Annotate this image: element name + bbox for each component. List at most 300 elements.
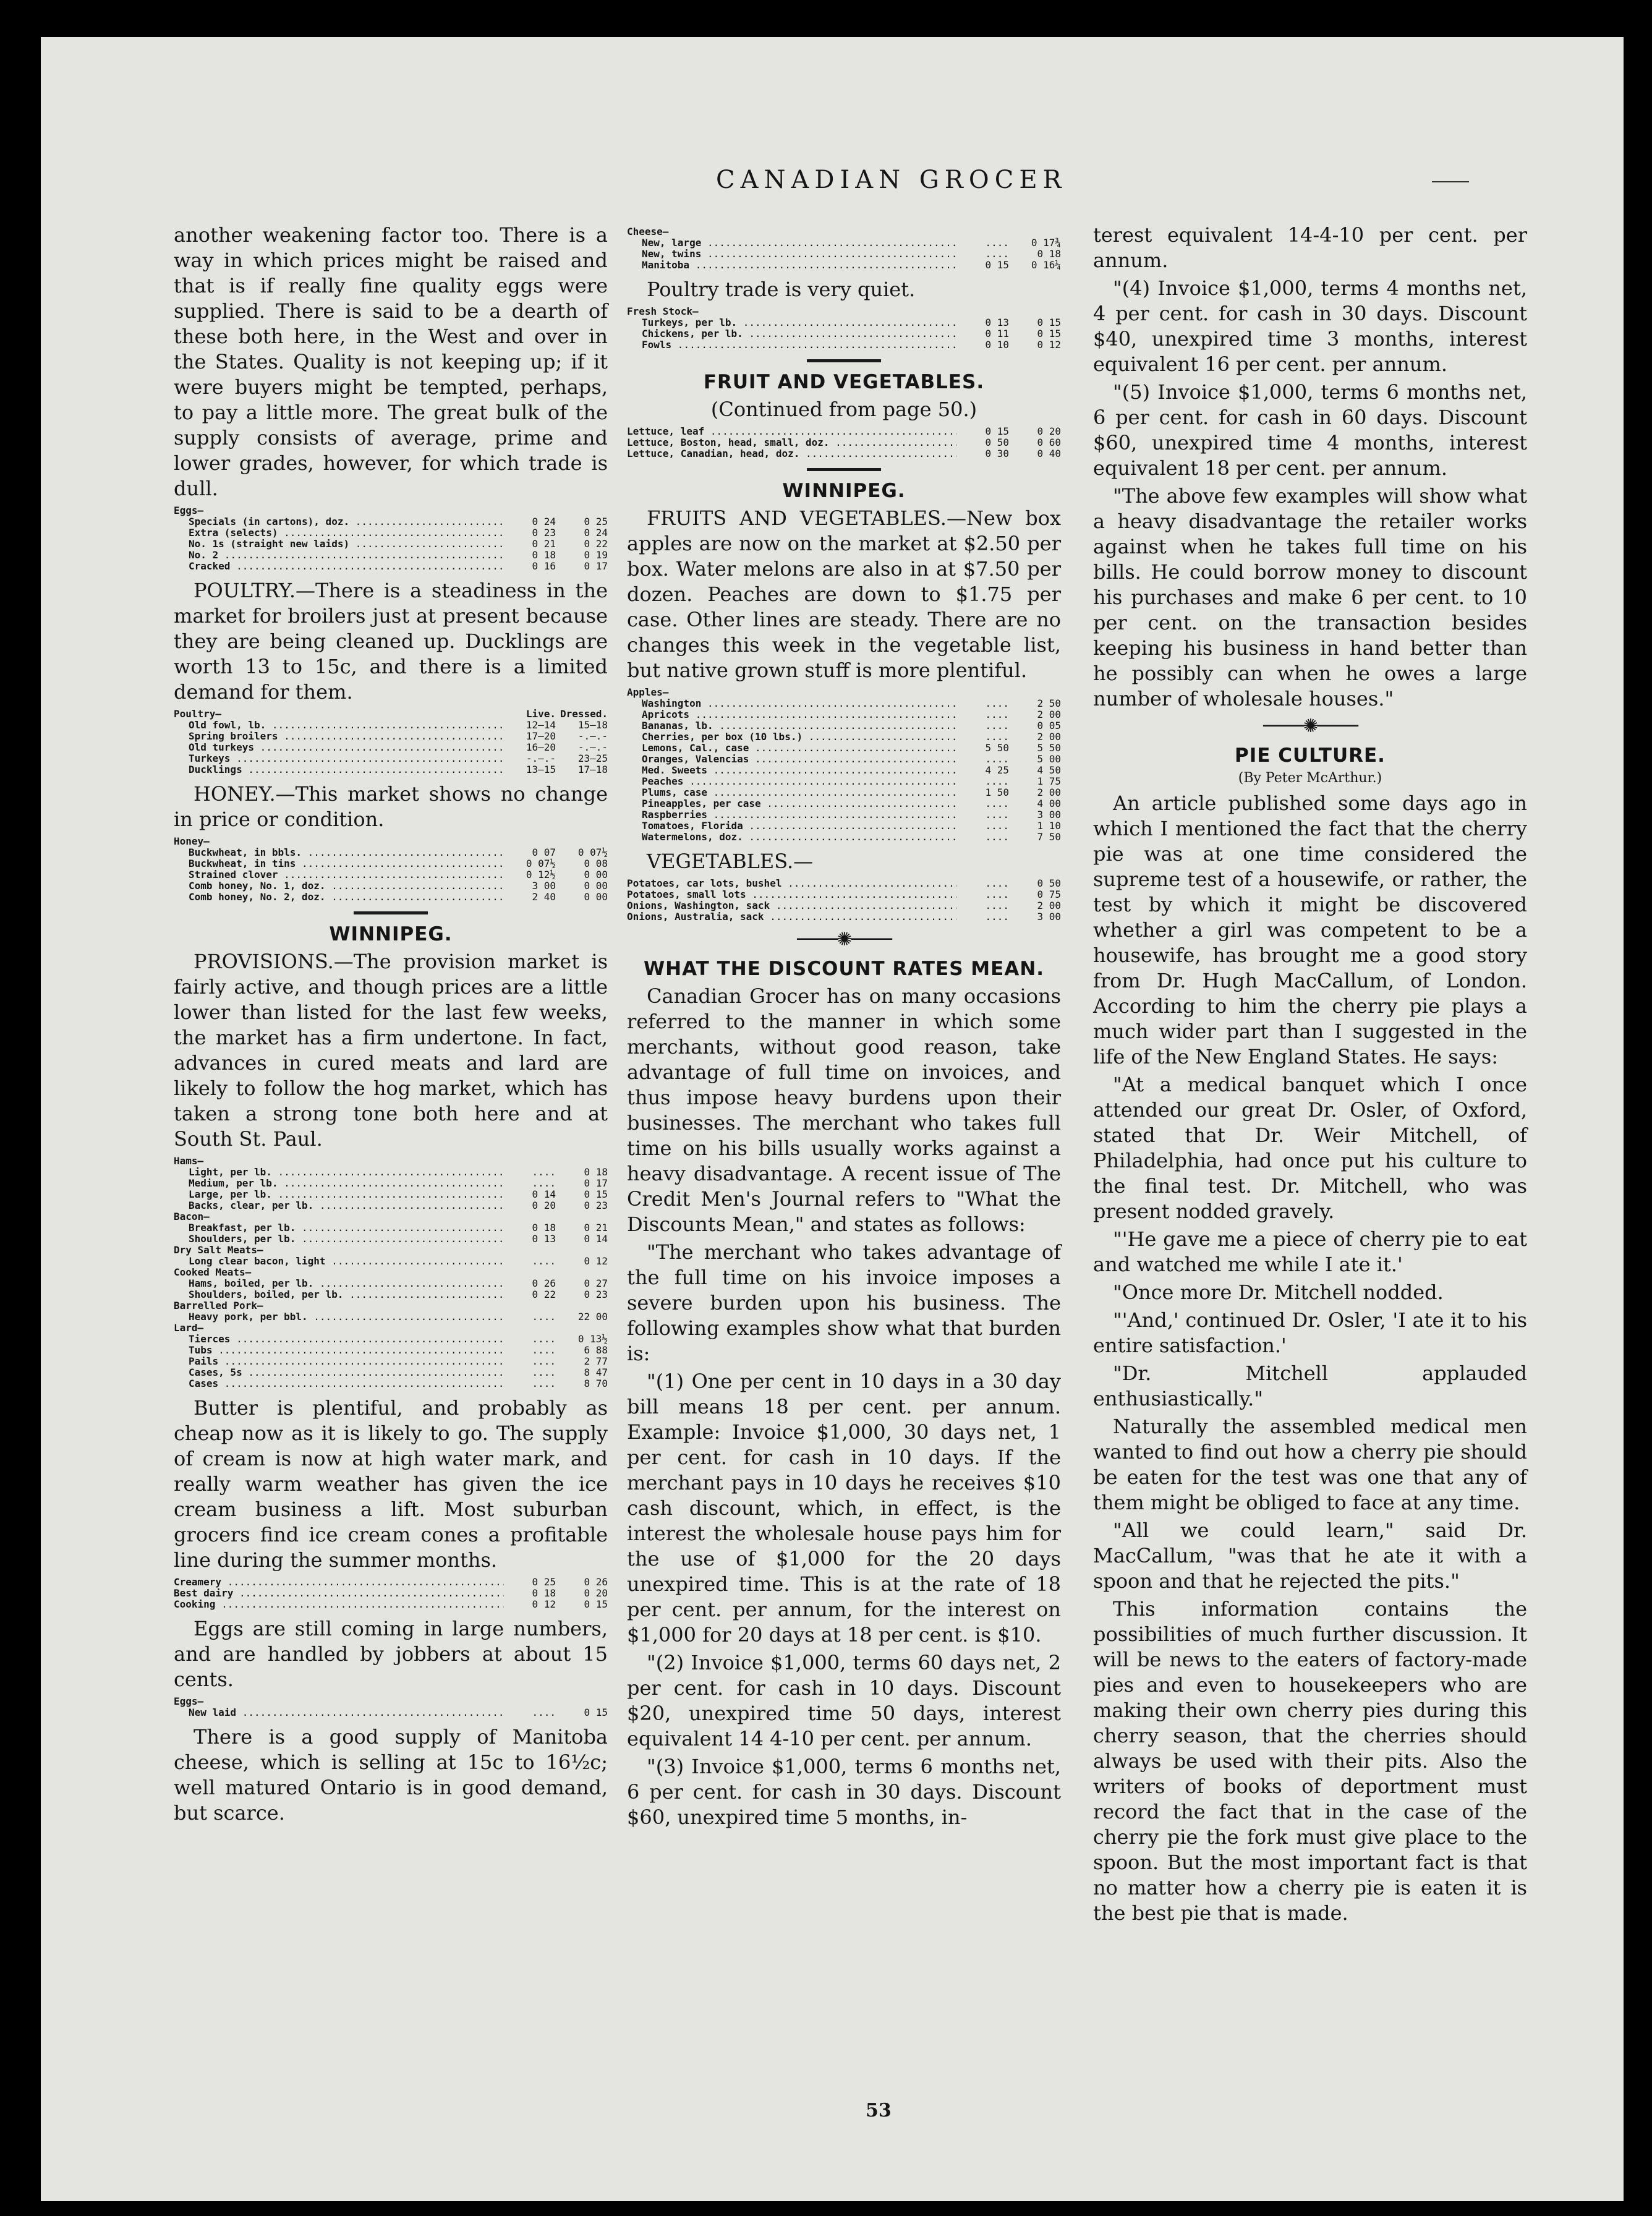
table-row bbox=[627, 798, 1061, 809]
continued-note: (Continued from page 50.) bbox=[710, 398, 977, 421]
price-low: .... bbox=[985, 709, 1009, 720]
price-low: 0 14 bbox=[532, 1189, 556, 1200]
price-low: 0 11 bbox=[985, 328, 1009, 339]
table-row bbox=[174, 1189, 608, 1200]
row-label: Comb honey, No. 2, doz. ..... bbox=[174, 892, 504, 903]
section-rule bbox=[354, 911, 428, 914]
table-row bbox=[174, 731, 608, 742]
price-low: 3 00 bbox=[532, 880, 556, 892]
price-low: 0 25 bbox=[532, 1577, 556, 1588]
row-label: Medium, per lb. ..... bbox=[174, 1178, 504, 1189]
price-low: 0 12½ bbox=[526, 869, 556, 880]
row-label: Lettuce, Boston, head, small, doz. ..... bbox=[627, 437, 957, 448]
heading-fruit-vegetables: FRUIT AND VEGETABLES. bbox=[703, 371, 985, 393]
row-label: Raspberries ..... bbox=[627, 809, 957, 820]
table-row bbox=[174, 720, 608, 731]
row-label: New laid ..... bbox=[174, 1707, 504, 1718]
price-low: 0 22 bbox=[532, 1289, 556, 1300]
table-row bbox=[627, 237, 1061, 249]
row-label: Cherries, per box (10 lbs.) ..... bbox=[627, 731, 957, 743]
row-label: Long clear bacon, light ..... bbox=[174, 1256, 504, 1267]
price-low: 1 50 bbox=[985, 787, 1009, 798]
section-rule bbox=[807, 468, 881, 471]
row-label: Cracked ..... bbox=[174, 561, 504, 572]
row-label: New, twins ..... bbox=[627, 249, 957, 260]
column-header: Dressed. bbox=[560, 708, 608, 720]
table-row bbox=[174, 527, 608, 539]
price-high: 0 25 bbox=[584, 516, 608, 527]
price-high: -.—.- bbox=[577, 731, 608, 742]
row-label: Fowls ..... bbox=[627, 339, 957, 351]
price-low: 4 25 bbox=[985, 765, 1009, 776]
row-label: Turkeys, per lb. ..... bbox=[627, 317, 957, 328]
table-category: Lard— bbox=[174, 1322, 204, 1334]
table-row bbox=[174, 858, 608, 869]
price-high: 0 17 bbox=[584, 561, 608, 572]
price-high: 0 50 bbox=[1037, 878, 1061, 889]
table-row bbox=[174, 561, 608, 572]
table-row bbox=[627, 878, 1061, 889]
table-row bbox=[174, 742, 608, 753]
section-rule bbox=[807, 359, 881, 362]
price-low: 0 13 bbox=[985, 317, 1009, 328]
row-label: Tomatoes, Florida ..... bbox=[627, 820, 957, 832]
row-label: Shoulders, boiled, per lb. ..... bbox=[174, 1289, 504, 1300]
table-category: Apples— bbox=[627, 686, 669, 698]
price-low: .... bbox=[985, 754, 1009, 765]
price-high: 2 00 bbox=[1037, 787, 1061, 798]
price-high: 0 19 bbox=[584, 550, 608, 561]
paragraph-honey: HONEY.—This market shows no change in price or condition. bbox=[174, 782, 608, 831]
row-label: Chickens, per lb. ..... bbox=[627, 328, 957, 339]
row-label: Lettuce, Canadian, head, doz. ..... bbox=[627, 448, 957, 459]
price-high: 0 15 bbox=[1037, 328, 1061, 339]
price-high: 8 47 bbox=[584, 1367, 608, 1378]
price-high: 22 00 bbox=[577, 1311, 608, 1323]
price-high: 0 00 bbox=[584, 892, 608, 903]
price-high: 2 00 bbox=[1037, 900, 1061, 911]
price-low: 0 18 bbox=[532, 1222, 556, 1234]
paragraph-pie-7: Naturally the assembled medical men wanted to find out how a cherry pie should be eaten for the test was one that any of them might be obliged to face at any time. bbox=[1093, 1415, 1527, 1514]
paragraph-discount-3: "(1) One per cent in 10 days in a 30 day bill means 18 per cent. per annum. Example: Invoice $1,000, 30 days net, 1 per cent. for cash in 10 days. If the merchant pays in 10 days he receives $10 cash discount, which, in effect, is the interest the wholesale house pays him for the use of $1,000 for the 20 days unexpired time. This is at the rate of 18 per cent. per annum, for the interest on $1,000 for 20 days at 18 per cent. is $10. bbox=[627, 1370, 1061, 1647]
table-row bbox=[174, 1334, 608, 1345]
table-row bbox=[174, 880, 608, 892]
market-table-honey bbox=[174, 836, 608, 903]
table-category: Fresh Stock— bbox=[627, 305, 699, 317]
price-high: 0 08 bbox=[584, 858, 608, 869]
price-low: 0 15 bbox=[985, 426, 1009, 437]
price-low: .... bbox=[985, 731, 1009, 743]
price-high: 0 26 bbox=[584, 1577, 608, 1588]
price-high: 0 27 bbox=[584, 1278, 608, 1289]
price-low: .... bbox=[985, 832, 1009, 843]
price-high: 6 88 bbox=[584, 1345, 608, 1356]
price-high: 0 07½ bbox=[577, 847, 608, 858]
price-low: 0 18 bbox=[532, 550, 556, 561]
price-high: 2 00 bbox=[1037, 709, 1061, 720]
row-label: Comb honey, No. 1, doz. ..... bbox=[174, 880, 504, 892]
table-row bbox=[174, 550, 608, 561]
price-low: .... bbox=[985, 889, 1009, 900]
table-row bbox=[174, 539, 608, 550]
price-high: 0 21 bbox=[584, 1222, 608, 1234]
heading-pie-culture: PIE CULTURE. bbox=[1235, 744, 1386, 767]
table-row bbox=[627, 448, 1061, 459]
price-high: 0 60 bbox=[1037, 437, 1061, 448]
price-low: 0 10 bbox=[985, 339, 1009, 351]
paragraph-discount-5: "(3) Invoice $1,000, terms 6 months net, 6 per cent. for cash in 30 days. Discount $60, unexpired time 5 months, in- bbox=[627, 1755, 1061, 1829]
table-row bbox=[174, 892, 608, 903]
price-low: .... bbox=[985, 878, 1009, 889]
row-label: Onions, Washington, sack ..... bbox=[627, 900, 957, 911]
price-high: 0 24 bbox=[584, 527, 608, 539]
row-label: Heavy pork, per bbl. ..... bbox=[174, 1311, 504, 1323]
paragraph-cheese: There is a good supply of Manitoba cheese, which is selling at 15c to 16½c; well matured Ontario is in good demand, but scarce. bbox=[174, 1725, 608, 1825]
price-low: 0 07½ bbox=[526, 858, 556, 869]
price-high: 0 05 bbox=[1037, 720, 1061, 731]
table-category: Cooked Meats— bbox=[174, 1266, 252, 1278]
price-high: 17—18 bbox=[577, 764, 608, 775]
price-low: .... bbox=[532, 1167, 556, 1178]
column-header: Live. bbox=[526, 708, 556, 720]
price-low: .... bbox=[985, 798, 1009, 809]
paragraph-discount-1: Canadian Grocer has on many occasions referred to the manner in which some merchants, without good reason, take advantage of full time on invoices, and thus impose heavy burdens upon their businesses. The merchant who takes full time on his bills usually works against a heavy disadvantage. A recent issue of The Credit Men's Journal refers to "What the Discounts Mean," and states as follows: bbox=[627, 984, 1061, 1236]
row-label: Large, per lb. ..... bbox=[174, 1189, 504, 1200]
price-low: 0 12 bbox=[532, 1599, 556, 1610]
table-row bbox=[174, 1178, 608, 1189]
price-low: 0 16 bbox=[532, 561, 556, 572]
heading-winnipeg: WINNIPEG. bbox=[329, 923, 453, 945]
paragraph-pie-8: "All we could learn," said Dr. MacCallum, "was that he ate it with a spoon and that he rejected the pits." bbox=[1093, 1519, 1527, 1593]
price-low: .... bbox=[532, 1378, 556, 1389]
row-label: Peaches ..... bbox=[627, 776, 957, 787]
price-high: -.—.- bbox=[577, 742, 608, 753]
table-row bbox=[627, 709, 1061, 720]
price-high: 0 15 bbox=[584, 1707, 608, 1718]
price-low: 13—15 bbox=[526, 764, 556, 775]
table-category: Eggs— bbox=[174, 1695, 204, 1707]
market-table-eggs-winnipeg bbox=[174, 1696, 608, 1718]
row-label: New, large ..... bbox=[627, 237, 957, 249]
price-high: 0 15 bbox=[1037, 317, 1061, 328]
price-high: 0 12 bbox=[584, 1256, 608, 1267]
price-high: 0 75 bbox=[1037, 889, 1061, 900]
market-table-vegetables bbox=[627, 878, 1061, 923]
row-label: Backs, clear, per lb. ..... bbox=[174, 1200, 504, 1211]
table-category: Dry Salt Meats— bbox=[174, 1244, 263, 1256]
table-row bbox=[627, 776, 1061, 787]
paragraph-fruits: FRUITS AND VEGETABLES.—New box apples are now on the market at $2.50 per box. Water melons are also in at $7.50 per dozen. Peaches are down to $1.75 per case. Other lines are steady. There are no changes this week in the vegetable list, but native grown stuff is more plentiful. bbox=[627, 506, 1061, 682]
paragraph-example-5: "(5) Invoice $1,000, terms 6 months net, 6 per cent. for cash in 60 days. Discount $60, unexpired time 4 months, interest equivalent 18 per cent. per annum. bbox=[1093, 380, 1527, 480]
paragraph-eggs-winnipeg: Eggs are still coming in large numbers, and are handled by jobbers at about 15 cents. bbox=[174, 1617, 608, 1691]
table-row bbox=[627, 911, 1061, 923]
price-high: 0 20 bbox=[584, 1588, 608, 1599]
price-high: 0 22 bbox=[584, 539, 608, 550]
paragraph-pie-4: "Once more Dr. Mitchell nodded. bbox=[1113, 1281, 1444, 1304]
table-row bbox=[627, 754, 1061, 765]
price-low: 0 20 bbox=[532, 1200, 556, 1211]
table-category bbox=[174, 709, 608, 720]
row-label: Ducklings ..... bbox=[174, 764, 504, 775]
price-high: 4 00 bbox=[1037, 798, 1061, 809]
price-low: .... bbox=[532, 1367, 556, 1378]
table-row bbox=[174, 1599, 608, 1610]
paragraph-discount-summary: "The above few examples will show what a heavy disadvantage the retailer works against when he takes full time on his bills. He could borrow money to discount his purchases and make 6 per cent. to 10 per cent. on the transaction besides keeping his business in hand better than he possibly can when he owes a large number of wholesale houses." bbox=[1093, 484, 1527, 710]
heading-vegetables: VEGETABLES.— bbox=[647, 850, 814, 873]
row-label: Apricots ..... bbox=[627, 709, 957, 720]
table-row bbox=[174, 847, 608, 858]
price-high: 0 12 bbox=[1037, 339, 1061, 351]
price-high: 0 00 bbox=[584, 880, 608, 892]
row-label: Potatoes, small lots ..... bbox=[627, 889, 957, 900]
price-low: .... bbox=[532, 1334, 556, 1345]
table-row bbox=[174, 1234, 608, 1245]
paragraph-provisions: PROVISIONS.—The provision market is fairly active, and though prices are a little lower than listed for the last few weeks, the market has a firm undertone. In fact, advances in cured meats and lard are likely to follow the hog market, which has taken a strong tone both here and at South St. Paul. bbox=[174, 950, 608, 1151]
price-low: .... bbox=[985, 820, 1009, 832]
price-low: .... bbox=[985, 698, 1009, 709]
table-category: Honey— bbox=[174, 835, 210, 847]
price-low: .... bbox=[532, 1256, 556, 1267]
table-row bbox=[627, 260, 1061, 271]
table-row bbox=[174, 1256, 608, 1267]
price-high: 0 20 bbox=[1037, 426, 1061, 437]
price-low: .... bbox=[985, 809, 1009, 820]
price-low: 0 07 bbox=[532, 847, 556, 858]
paragraph-discount-2: "The merchant who takes advantage of the full time on his invoice imposes a severe burden upon his business. The following examples show what that burden is: bbox=[627, 1240, 1061, 1365]
table-row bbox=[174, 1378, 608, 1389]
paragraph-discount-cont: terest equivalent 14-4-10 per cent. per annum. bbox=[1093, 223, 1527, 272]
row-label: Onions, Australia, sack ..... bbox=[627, 911, 957, 923]
price-high: 2 77 bbox=[584, 1356, 608, 1367]
table-category: Bacon— bbox=[174, 1211, 210, 1222]
price-high: 0 16¼ bbox=[1031, 260, 1061, 271]
table-category: Cheese— bbox=[627, 226, 669, 237]
table-row bbox=[174, 1200, 608, 1211]
row-label: Plums, case ..... bbox=[627, 787, 957, 798]
price-low: 0 26 bbox=[532, 1278, 556, 1289]
table-row bbox=[627, 317, 1061, 328]
row-label: Washington ..... bbox=[627, 698, 957, 709]
price-low: -.—.- bbox=[526, 753, 556, 764]
price-low: .... bbox=[985, 237, 1009, 249]
row-label: Light, per lb. ..... bbox=[174, 1167, 504, 1178]
table-row bbox=[627, 731, 1061, 743]
table-category-label: Poultry— bbox=[174, 708, 222, 720]
price-high: 0 17 bbox=[584, 1178, 608, 1189]
row-label: Tierces ..... bbox=[174, 1334, 504, 1345]
market-table-lettuce bbox=[627, 426, 1061, 459]
paragraph-pie-2: "At a medical banquet which I once attended our great Dr. Osler, of Oxford, stated that Dr. Weir Mitchell, of Philadelphia, had once put his culture to the final test. Dr. Mitchell, who was present nodded gravely. bbox=[1093, 1073, 1527, 1223]
row-label: Turkeys ..... bbox=[174, 753, 504, 764]
table-row bbox=[627, 426, 1061, 437]
row-label: Potatoes, car lots, bushel ..... bbox=[627, 878, 957, 889]
row-label: Shoulders, per lb. ..... bbox=[174, 1234, 504, 1245]
price-high: 0 15 bbox=[584, 1599, 608, 1610]
table-category: Barrelled Pork— bbox=[174, 1300, 263, 1311]
table-row bbox=[627, 787, 1061, 798]
price-low: 5 50 bbox=[985, 743, 1009, 754]
heading-discount-rates: WHAT THE DISCOUNT RATES MEAN. bbox=[643, 958, 1045, 980]
price-high: 0 23 bbox=[584, 1289, 608, 1300]
row-label: Specials (in cartons), doz. ..... bbox=[174, 516, 504, 527]
price-high: 1 75 bbox=[1037, 776, 1061, 787]
price-low: .... bbox=[532, 1345, 556, 1356]
table-row bbox=[627, 339, 1061, 351]
market-table-eggs bbox=[174, 505, 608, 572]
row-label: Watermelons, doz. ..... bbox=[627, 832, 957, 843]
price-low: .... bbox=[985, 776, 1009, 787]
price-low: 0 23 bbox=[532, 527, 556, 539]
table-row bbox=[174, 1278, 608, 1289]
paragraph-example-4: "(4) Invoice $1,000, terms 4 months net, 4 per cent. for cash in 30 days. Discount $40, unexpired time 3 months, interest equivalent 16 per cent. per annum. bbox=[1093, 276, 1527, 376]
price-low: 0 15 bbox=[985, 260, 1009, 271]
market-table-cheese bbox=[627, 226, 1061, 271]
table-row bbox=[174, 1289, 608, 1300]
price-low: 0 24 bbox=[532, 516, 556, 527]
price-low: .... bbox=[985, 911, 1009, 923]
price-high: 4 50 bbox=[1037, 765, 1061, 776]
price-low: 16—20 bbox=[526, 742, 556, 753]
price-high: 0 14 bbox=[584, 1234, 608, 1245]
price-high: 0 00 bbox=[584, 869, 608, 880]
price-high: 3 00 bbox=[1037, 809, 1061, 820]
page-number: 53 bbox=[866, 2100, 892, 2121]
byline: (By Peter McArthur.) bbox=[1238, 770, 1382, 786]
paragraph-poultry: POULTRY.—There is a steadiness in the market for broilers just at present because they are being cleaned up. Ducklings are worth 13 to 15c, and there is a limited demand for them. bbox=[174, 579, 608, 704]
price-high: 0 15 bbox=[584, 1189, 608, 1200]
market-table-fresh-stock bbox=[627, 306, 1061, 351]
row-label: Cases ..... bbox=[174, 1378, 504, 1389]
price-high: 0 13½ bbox=[577, 1334, 608, 1345]
heading-winnipeg-2: WINNIPEG. bbox=[782, 480, 906, 502]
table-category: Hams— bbox=[174, 1155, 204, 1167]
market-table-butter bbox=[174, 1577, 608, 1610]
price-high: 0 23 bbox=[584, 1200, 608, 1211]
market-table-provisions bbox=[174, 1156, 608, 1389]
price-high: 0 17¾ bbox=[1031, 237, 1061, 249]
price-low: .... bbox=[532, 1356, 556, 1367]
paragraph-butter: Butter is plentiful, and probably as cheap now as it is likely to go. The supply of cream is now at high water mark, and really warm weather has given the ice cream business a lift. Most suburban grocers find ice cream cones a profitable line during the summer months. bbox=[174, 1396, 608, 1572]
table-row bbox=[174, 764, 608, 775]
table-row bbox=[174, 1367, 608, 1378]
price-high: 8 70 bbox=[584, 1378, 608, 1389]
table-row bbox=[174, 869, 608, 880]
paragraph-discount-4: "(2) Invoice $1,000, terms 60 days net, 2 per cent. for cash in 10 days. Discount $20, unexpired time 50 days, interest equivalent 14 4-10 per cent. per annum. bbox=[627, 1651, 1061, 1750]
ornament-divider: ────✺──── bbox=[797, 929, 891, 950]
row-label: Buckwheat, in bbls. ..... bbox=[174, 847, 504, 858]
paragraph-pie-6: "Dr. Mitchell applauded enthusiastically." bbox=[1093, 1362, 1527, 1410]
row-label: Pineapples, per case ..... bbox=[627, 798, 957, 809]
table-row bbox=[174, 1356, 608, 1367]
column-right bbox=[1093, 223, 1527, 1928]
row-label: Extra (selects) ..... bbox=[174, 527, 504, 539]
price-low: .... bbox=[985, 249, 1009, 260]
table-row bbox=[174, 753, 608, 764]
table-row bbox=[174, 1345, 608, 1356]
price-high: 7 50 bbox=[1037, 832, 1061, 843]
table-row bbox=[174, 516, 608, 527]
row-label: Cooking ..... bbox=[174, 1599, 504, 1610]
market-table-poultry bbox=[174, 709, 608, 775]
table-row bbox=[174, 1222, 608, 1234]
table-row bbox=[627, 832, 1061, 843]
row-label: Oranges, Valencias ..... bbox=[627, 754, 957, 765]
price-high: 1 10 bbox=[1037, 820, 1061, 832]
table-row bbox=[627, 698, 1061, 709]
row-label: Tubs ..... bbox=[174, 1345, 504, 1356]
page-header: CANADIAN GROCER bbox=[716, 166, 1067, 194]
table-row bbox=[174, 1311, 608, 1323]
table-row bbox=[627, 765, 1061, 776]
price-low: .... bbox=[532, 1311, 556, 1323]
row-label: Pails ..... bbox=[174, 1356, 504, 1367]
table-row bbox=[627, 900, 1061, 911]
table-row bbox=[627, 889, 1061, 900]
row-label: Best dairy ..... bbox=[174, 1588, 504, 1599]
row-label: Bananas, lb. ..... bbox=[627, 720, 957, 731]
row-label: Old fowl, lb. ..... bbox=[174, 720, 504, 731]
table-row bbox=[627, 437, 1061, 448]
price-high: 2 50 bbox=[1037, 698, 1061, 709]
price-high: 0 40 bbox=[1037, 448, 1061, 459]
column-left bbox=[174, 223, 608, 1828]
price-low: .... bbox=[985, 900, 1009, 911]
table-row bbox=[627, 809, 1061, 820]
price-low: .... bbox=[985, 720, 1009, 731]
paragraph-poultry-quiet: Poultry trade is very quiet. bbox=[647, 278, 916, 301]
row-label: No. 2 ..... bbox=[174, 550, 504, 561]
row-label: Old turkeys ..... bbox=[174, 742, 504, 753]
market-table-fruits bbox=[627, 687, 1061, 843]
price-low: 2 40 bbox=[532, 892, 556, 903]
price-low: .... bbox=[532, 1178, 556, 1189]
row-label: Cases, 5s ..... bbox=[174, 1367, 504, 1378]
header-rule bbox=[1432, 181, 1469, 182]
price-high: 0 18 bbox=[1037, 249, 1061, 260]
table-row bbox=[627, 328, 1061, 339]
table-row bbox=[174, 1577, 608, 1588]
price-high: 3 00 bbox=[1037, 911, 1061, 923]
row-label: Lettuce, leaf ..... bbox=[627, 426, 957, 437]
table-row bbox=[174, 1167, 608, 1178]
row-label: Med. Sweets ..... bbox=[627, 765, 957, 776]
price-low: 0 21 bbox=[532, 539, 556, 550]
row-label: Strained clover ..... bbox=[174, 869, 504, 880]
row-label: No. 1s (straight new laids) ..... bbox=[174, 539, 504, 550]
magazine-page bbox=[41, 37, 1624, 2201]
row-label: Spring broilers ..... bbox=[174, 731, 504, 742]
paragraph-pie-1: An article published some days ago in which I mentioned the fact that the cherry pie was at one time considered the supreme test of a housewife, or rather, the test by which it might be discovered whether a girl was competent to be a housewife, has brought me a good story from Dr. Hugh MacCallum, of London. According to him the cherry pie plays a much wider part than I suggested in the life of the New England States. He says: bbox=[1093, 791, 1527, 1068]
price-low: 0 50 bbox=[985, 437, 1009, 448]
row-label: Manitoba ..... bbox=[627, 260, 957, 271]
price-low: 0 30 bbox=[985, 448, 1009, 459]
price-high: 0 18 bbox=[584, 1167, 608, 1178]
table-row bbox=[174, 1588, 608, 1599]
table-row bbox=[627, 820, 1061, 832]
price-low: 0 18 bbox=[532, 1588, 556, 1599]
row-label: Lemons, Cal., case ..... bbox=[627, 743, 957, 754]
price-high: 2 00 bbox=[1037, 731, 1061, 743]
row-label: Breakfast, per lb. ..... bbox=[174, 1222, 504, 1234]
paragraph-pie-3: "'He gave me a piece of cherry pie to eat and watched me while I ate it.' bbox=[1093, 1227, 1527, 1276]
row-label: Hams, boiled, per lb. ..... bbox=[174, 1278, 504, 1289]
price-low: 12—14 bbox=[526, 720, 556, 731]
ornament-divider: ────✺──── bbox=[1263, 715, 1357, 737]
paragraph-eggs-intro: another weakening factor too. There is a way in which prices might be raised and that is if really fine quality eggs were supplied. There is said to be a dearth of these both here, in the West and over in the States. Quality is not keeping up; if it were buyers might be tempted, perhaps, to pay a little more. The great bulk of the supply consists of average, prime and lower grades, however, for which trade is dull. bbox=[174, 223, 608, 500]
row-label: Creamery ..... bbox=[174, 1577, 504, 1588]
price-high: 5 00 bbox=[1037, 754, 1061, 765]
price-high: 5 50 bbox=[1037, 743, 1061, 754]
